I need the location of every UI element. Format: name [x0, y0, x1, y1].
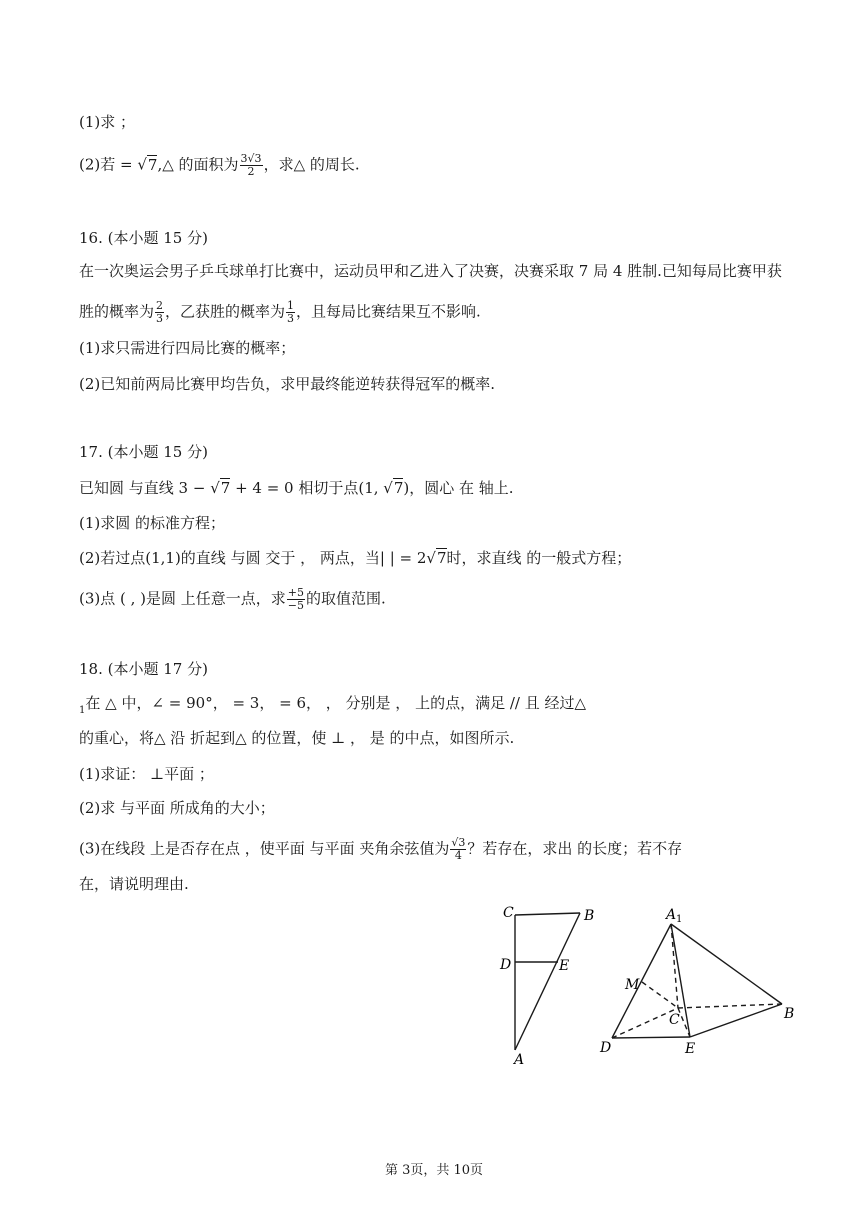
- edge-a1b: [671, 924, 782, 1004]
- fraction-denominator: 3: [156, 312, 164, 325]
- subscript-1: 1: [79, 705, 86, 716]
- sqrt-symbol: √: [426, 549, 436, 567]
- q15-part2-text-c: ，求△ 的周长.: [263, 155, 360, 174]
- edge-eb: [690, 1004, 782, 1037]
- q15-part1: (1)求 ；: [79, 113, 136, 131]
- edge-cb: [678, 1004, 782, 1008]
- q15-part2-text-a: (2)若 =: [79, 155, 138, 174]
- figure-triangle: [495, 900, 605, 1070]
- q17-part1: (1)求圆 的标准方程；: [79, 514, 226, 532]
- sqrt-symbol: √: [137, 155, 147, 174]
- q17-part3-text-a: (3)点 ( , )是圆 上任意一点，求: [79, 589, 286, 608]
- q17-part2-sqrt-value: 7: [436, 549, 447, 567]
- fraction-numerator: √3: [451, 836, 466, 849]
- q18-part2: (2)求 与平面 所成角的大小；: [79, 799, 275, 817]
- q17-stem-text-a: 已知圆 与直线 3 −: [79, 479, 211, 497]
- q16-stem-text-b: ，乙获胜的概率为: [165, 302, 286, 321]
- label-e: E: [685, 1041, 696, 1057]
- q17-part2-text-a: (2)若过点(1,1)的直线 与圆 交于 ， 两点，当| | = 2: [79, 549, 427, 567]
- label-b: B: [784, 1006, 795, 1022]
- q16-stem-line1: 在一次奥运会男子乒乓球单打比赛中，运动员甲和乙进入了决赛，决赛采取 7 局 4 胜制.已知每局比赛甲获: [79, 262, 782, 280]
- q15-part2: [79, 153, 360, 178]
- q16-stem-line2: [79, 300, 481, 325]
- q16-part2: (2)已知前两局比赛甲均告负，求甲最终能逆转获得冠军的概率.: [79, 375, 496, 393]
- label-a: A: [514, 1052, 525, 1068]
- q17-header: 17. (本小题 15 分): [79, 443, 208, 461]
- q18-part3-continued: 在，请说明理由.: [79, 875, 189, 893]
- q18-header: 18. (本小题 17 分): [79, 660, 208, 678]
- edge-a1d: [612, 924, 671, 1038]
- fraction-denominator: 3: [287, 312, 295, 325]
- q16-header: 16. (本小题 15 分): [79, 229, 208, 247]
- q17-stem-text-c: )，圆心 在 轴上.: [403, 479, 514, 497]
- label-m: M: [625, 977, 640, 993]
- fraction-denominator: −5: [287, 599, 305, 612]
- sqrt-symbol: √: [210, 479, 220, 497]
- q16-part1: (1)求只需进行四局比赛的概率；: [79, 339, 296, 357]
- page-footer: 第 3页，共 10页: [384, 1163, 484, 1178]
- q18-stem-text-1: 在 △ 中，∠ = 90°， = 3， = 6， ， 分别是 ， 上的点，满足 // 且 经过△: [85, 694, 587, 712]
- q18-part3-text-a: (3)在线段 上是否存在点 ，使平面 与平面 夹角余弦值为: [79, 839, 450, 858]
- q16-prob-fraction-1: [155, 300, 164, 325]
- q18-part3: [79, 837, 682, 862]
- label-e: E: [559, 958, 570, 974]
- label-d: D: [600, 1040, 612, 1056]
- edge-a1c: [671, 924, 678, 1008]
- q16-stem-text-a: 胜的概率为: [79, 302, 155, 321]
- q18-stem-line2: 的重心，将△ 沿 折起到△ 的位置，使 ⊥ ， 是 的中点，如图所示.: [79, 729, 515, 747]
- q16-prob-fraction-2: [286, 300, 295, 325]
- label-a-subscript: 1: [676, 914, 683, 925]
- q17-stem: [79, 478, 514, 498]
- q17-sqrt-value-2: 7: [393, 479, 404, 497]
- edge-de: [612, 1037, 690, 1038]
- q17-ratio-fraction: [287, 587, 305, 612]
- q15-part2-text-b: ,△ 的面积为: [157, 155, 239, 174]
- q17-part2-text-b: 时，求直线 的一般式方程；: [446, 549, 632, 567]
- fraction-numerator: 1: [287, 299, 295, 312]
- q17-stem-text-b: + 4 = 0 相切于点(1,: [230, 479, 384, 497]
- q18-part1: (1)求证： ⊥平面 ；: [79, 765, 214, 783]
- sqrt-symbol: √: [383, 479, 393, 497]
- q18-part3-text-b: ？若存在，求出 的长度；若不存: [467, 839, 683, 858]
- edge-cb: [515, 913, 580, 915]
- fraction-numerator: 3√3: [240, 152, 262, 165]
- edge-mc: [642, 982, 678, 1008]
- q16-stem-text-c: ，且每局比赛结果互不影响.: [296, 302, 481, 321]
- fraction-denominator: 4: [454, 849, 462, 862]
- fraction-numerator: 2: [156, 299, 164, 312]
- q17-part2: [79, 548, 631, 568]
- q17-part3: [79, 587, 386, 612]
- label-d: D: [500, 957, 512, 973]
- q15-sqrt-value: 7: [147, 155, 158, 174]
- q18-stem-line1: [79, 693, 586, 716]
- label-c: C: [503, 905, 514, 921]
- fraction-denominator: 2: [247, 165, 255, 178]
- label-a: A: [666, 907, 677, 923]
- q18-cosine-fraction: [450, 837, 466, 862]
- q15-area-fraction: [240, 153, 263, 178]
- fraction-numerator: +5: [287, 586, 305, 599]
- figure-pyramid: [598, 900, 803, 1070]
- label-c: C: [669, 1012, 680, 1028]
- label-b: B: [584, 908, 595, 924]
- q17-sqrt-value: 7: [220, 479, 231, 497]
- q17-part3-text-b: 的取值范围.: [306, 589, 386, 608]
- edge-ba: [515, 913, 580, 1050]
